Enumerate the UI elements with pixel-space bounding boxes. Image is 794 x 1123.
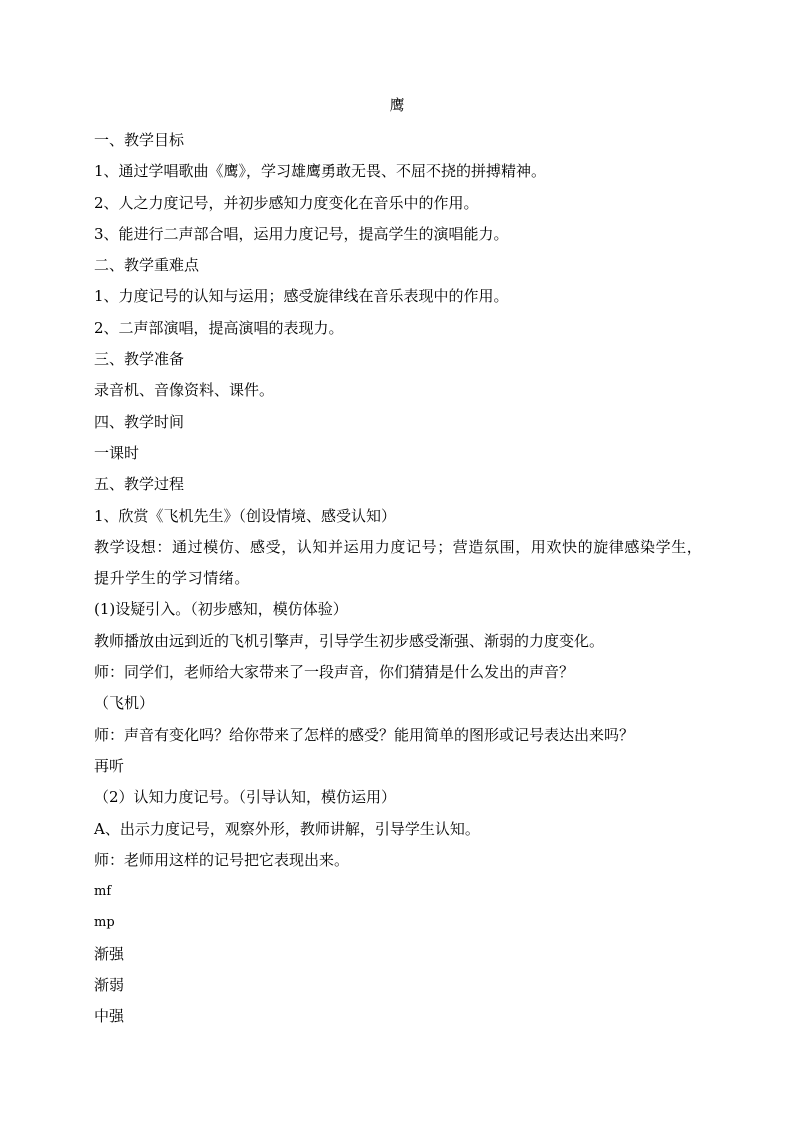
dynamic-mezzo-forte: 中强	[94, 1007, 125, 1026]
dynamic-crescendo: 渐强	[94, 944, 125, 963]
dynamic-mark-mp: mp	[94, 915, 115, 931]
teaching-idea-paragraph: 教学设想：通过模仿、感受，认知并运用力度记号；营造氛围，用欢快的旋律感染学生，提升学生的学习情绪。	[94, 537, 703, 588]
dynamic-mark-mf: mf	[94, 884, 112, 900]
paragraph-teacher-plays-sound: 教师播放由远到近的飞机引擎声，引导学生初步感受渐强、渐弱的力度变化。	[94, 631, 605, 650]
objective-item-2: 2、人之力度记号，并初步感知力度变化在音乐中的作用。	[94, 193, 479, 212]
section-heading-preparation: 三、教学准备	[94, 350, 185, 369]
dialogue-teacher-symbols: 师：老师用这样的记号把它表现出来。	[94, 850, 350, 869]
objective-item-1: 1、通过学唱歌曲《鹰》，学习雄鹰勇敢无畏、不屈不挠的拼搏精神。	[94, 162, 547, 181]
sub-step-2: （2）认知力度记号。（引导认知，模仿运用）	[94, 788, 397, 807]
process-step-1: 1、欣赏《飞机先生》（创设情境、感受认知）	[94, 506, 397, 525]
objective-item-3: 3、能进行二声部合唱，运用力度记号，提高学生的演唱能力。	[94, 224, 509, 243]
section-heading-key-points: 二、教学重难点	[94, 256, 200, 275]
key-point-item-1: 1、力度记号的认知与运用；感受旋律线在音乐表现中的作用。	[94, 287, 509, 306]
preparation-text: 录音机、音像资料、课件。	[94, 381, 275, 400]
sub-step-a: A、出示力度记号，观察外形，教师讲解，引导学生认知。	[94, 819, 480, 838]
key-point-item-2: 2、二声部演唱，提高演唱的表现力。	[94, 318, 344, 337]
listen-again-text: 再听	[94, 756, 125, 775]
time-text: 一课时	[94, 443, 140, 462]
dynamic-decrescendo: 渐弱	[94, 976, 125, 995]
dialogue-teacher-question-2: 师：声音有变化吗？给你带来了怎样的感受？能用简单的图形或记号表达出来吗？	[94, 725, 635, 744]
dialogue-teacher-question-1: 师：同学们，老师给大家带来了一段声音，你们猜猜是什么发出的声音？	[94, 663, 575, 682]
section-heading-objectives: 一、教学目标	[94, 131, 185, 149]
document-title: 鹰	[389, 96, 405, 114]
dialogue-answer-airplane: （飞机）	[94, 694, 155, 713]
section-heading-time: 四、教学时间	[94, 412, 185, 431]
document-body	[94, 125, 704, 1033]
sub-step-1: (1)设疑引入。（初步感知，模仿体验）	[94, 600, 348, 619]
section-heading-process: 五、教学过程	[94, 475, 185, 494]
